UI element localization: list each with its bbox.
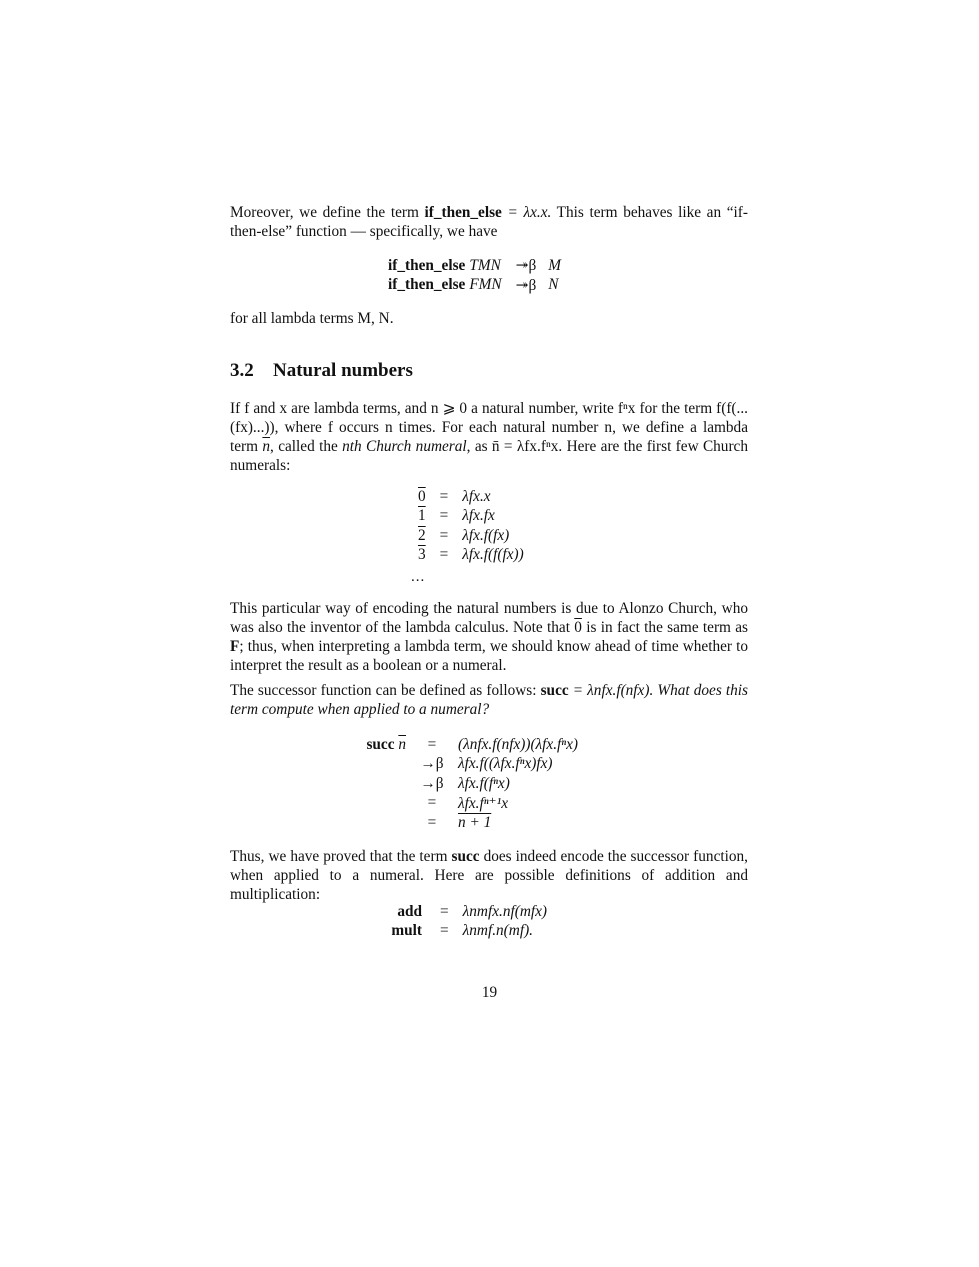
equation-row [388,256,561,276]
derivation-rhs: λfx.fⁿ⁺¹x [458,794,509,812]
definition-row [390,902,547,922]
equals-sign: = [439,526,449,544]
text-run: If f and x are lambda terms, and n ⩾ 0 a natural number, write fⁿx for the term f(f(...(fx)...)), where f occurs n times. For each natural number n, we define a lambda term [230,400,748,455]
alonzo-church-paragraph [230,599,748,675]
section-heading [230,360,413,382]
text-run: Moreover, we define the term [230,204,425,221]
equation-rhs: N [548,276,559,294]
section-number: 3.2 [230,360,254,381]
numeral-rhs: λfx.f(f(fx)) [462,546,524,564]
derivation-lhs [350,813,420,833]
bold-term: if_then_else [424,204,502,221]
nbar: $\overline{n}$ [398,735,406,753]
numeral-lhs: 2 [418,526,426,544]
text-run: , called the [270,438,343,455]
intro-paragraph [230,203,748,241]
equation-row [388,276,561,296]
definition-name: mult [391,922,422,940]
numeral-rhs: λfx.x [462,487,491,505]
intro-after: for all lambda terms M, N. [230,310,394,327]
derivation-relation: →β [420,755,444,773]
church-numeral-paragraph [230,399,748,475]
derivation-rhs: n + 1 [458,813,492,831]
numeral-row [418,507,524,527]
derivation-lhs [350,794,420,814]
text-run: does indeed encode the successor function, when applied to a numeral. Here are possible definitions of addition and multiplication: [230,848,748,903]
text-run: is in fact the same term as [581,619,748,636]
ite-equations [388,256,561,295]
derivation-relation: = [427,735,437,753]
derivation-rhs: (λnfx.f(nfx))(λfx.fⁿx) [458,735,578,753]
equation-relation: ↠β [515,276,537,294]
definition-row [390,922,547,942]
addition-paragraph [230,847,748,904]
equation-relation: ↠β [515,257,537,275]
numeral-rhs: λfx.fx [462,507,495,525]
derivation-lhs [350,735,420,755]
text-run: = λnfx.f(nfx). What does this term compute when applied to a numeral? [230,682,748,718]
ellipsis: ... [411,569,426,585]
successor-paragraph [230,681,748,719]
succ-term: succ [366,735,395,753]
equals-sign: = [439,546,449,564]
bold-term: succ [451,848,480,865]
derivation-rhs: λfx.f((λfx.fⁿx)fx) [458,755,553,773]
text-run: , as n̄ = λfx.fⁿx. Here are the first few Church numerals: [230,438,748,474]
definition-rhs: λnmf.n(mf). [462,922,533,940]
math-overline: $\overline{n}$ [262,438,271,455]
emphasis-term: nth Church numeral [342,438,467,455]
definition-relation: = [440,922,449,940]
equation-op: if_then_else [388,256,466,274]
derivation-relation: →β [420,774,444,792]
numerals-table [418,487,524,565]
bold-term: F [230,638,240,655]
numeral-lhs: 0 [418,487,426,505]
derivation-lhs [350,755,420,775]
page-number: 19 [481,984,498,1001]
numeral-lhs: 1 [418,507,426,525]
equation-rhs: M [548,256,561,274]
text-run: This term behaves like an “if-then-else” function — specifically, we have [230,204,748,240]
equals-sign: = [439,507,449,525]
numeral-lhs: 3 [418,546,426,564]
derivation-row [350,755,578,775]
bold-term: succ [540,682,569,699]
numeral-row [418,526,524,546]
succ-derivation [350,735,578,833]
numeral-rhs: λfx.f(fx) [462,526,510,544]
arithmetic-definitions [390,902,547,941]
derivation-row [350,735,578,755]
derivation-rhs: λfx.f(fⁿx) [458,774,510,792]
definition-name: add [397,902,422,920]
text-run: This particular way of encoding the natural numbers is due to Alonzo Church, who was also the inventor of the lambda calculus. Note that [230,600,748,636]
derivation-relation: = [427,794,437,812]
equation-op: if_then_else [388,276,466,294]
definition-relation: = [440,902,449,920]
text-run: Thus, we have proved that the term [230,848,452,865]
numeral-row [418,546,524,566]
numeral-row [418,487,524,507]
derivation-row [350,774,578,794]
math-inline: = λx.x. [501,204,552,221]
equation-args: TMN [469,256,501,274]
definition-rhs: λnmfx.nf(mfx) [462,902,547,920]
math-overline: 0 [574,619,582,636]
derivation-lhs [350,774,420,794]
derivation-row [350,813,578,833]
equation-args: FMN [469,276,502,294]
text-run: ; thus, when interpreting a lambda term, we should know ahead of time whether to interpret the result as a boolean or a numeral. [230,638,748,674]
derivation-row [350,794,578,814]
equals-sign: = [439,487,449,505]
text-run: The successor function can be defined as follows: [230,682,541,699]
derivation-relation: = [427,813,437,831]
section-title: Natural numbers [273,360,413,381]
